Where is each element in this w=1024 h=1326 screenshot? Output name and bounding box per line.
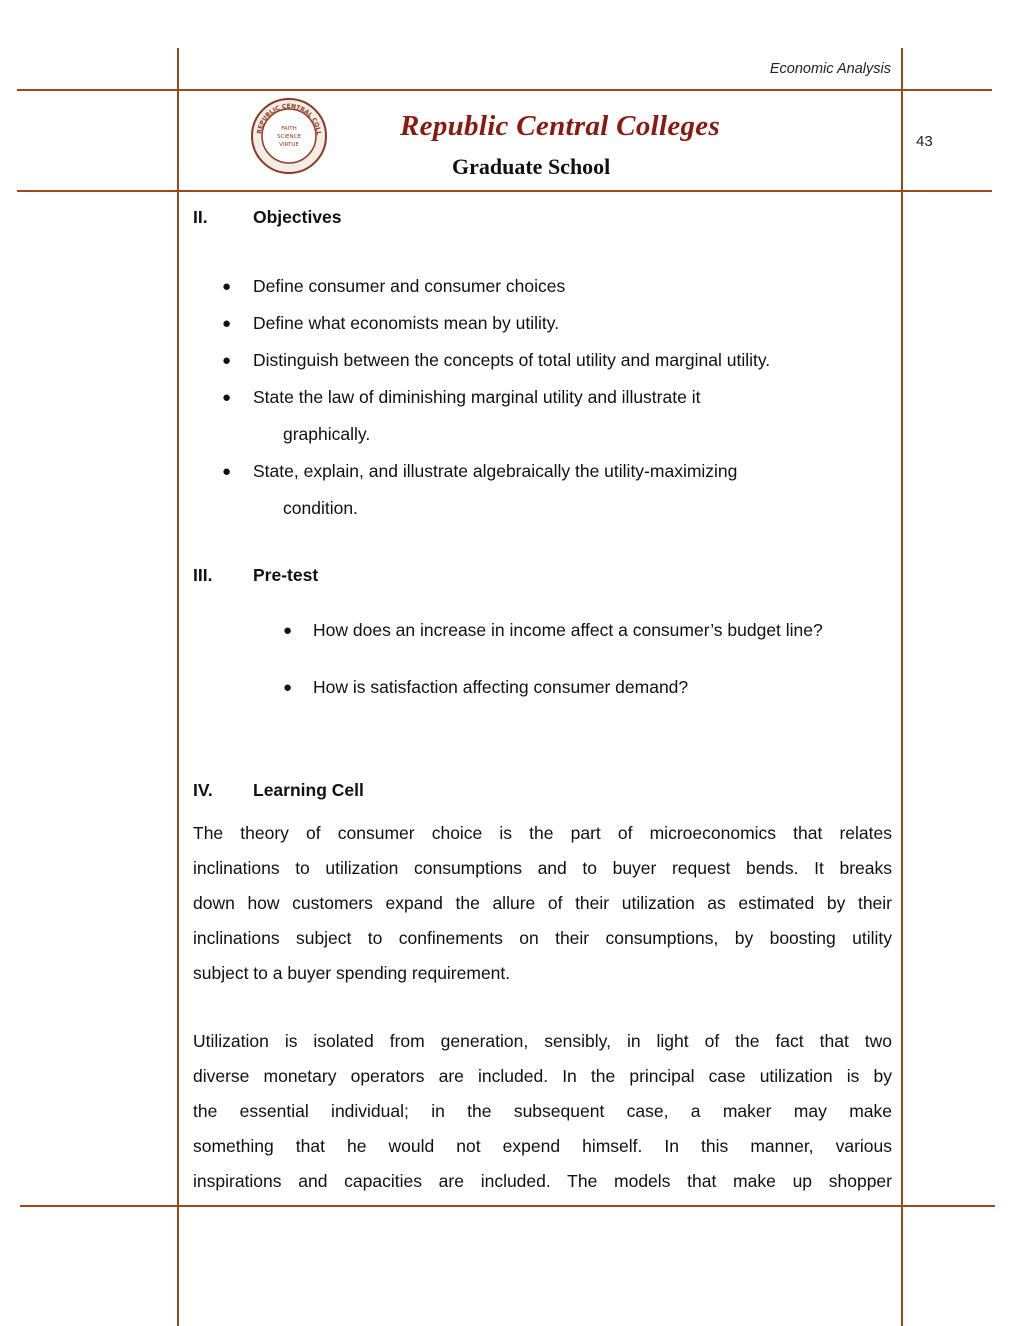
bullet-icon: ● (222, 278, 232, 295)
learning-cell-paragraph-1: The theory of consumer choice is the part of microeconomics that relates inclinations to utilization consumptions and to buyer request bends. It breaks down how customers expand the allure of their utilization as estimated by their inclinations subject to confinements on their consumptions, by boosting utility subject to a buyer spending requirement. (193, 823, 892, 983)
learning-cell-paragraph-2: Utilization is isolated from generation, sensibly, in light of the fact that two diverse monetary operators are included. In the principal case utilization is by the essential individual; in the subsequent case, a maker may make something that he would not expend himself. In this manner, various inspirations and capacities are included. The models that make up shopper (193, 1031, 892, 1191)
school-name: Graduate School (452, 154, 611, 179)
list-item: ● Define consumer and consumer choices (222, 268, 902, 305)
college-seal-icon (250, 97, 328, 175)
section-number-objectives: II. (193, 207, 208, 227)
bullet-icon: ● (222, 352, 232, 369)
list-item: ● State, explain, and illustrate algebraically the utility-maximizing condition. (222, 453, 902, 527)
bullet-icon: ● (283, 679, 293, 696)
bullet-icon: ● (283, 622, 293, 639)
bullet-icon: ● (222, 315, 232, 332)
section-title-pretest: Pre-test (253, 565, 319, 585)
svg-text:REPUBLIC CENTRAL COLLEGES: REPUBLIC CENTRAL COLL (256, 102, 323, 136)
list-item: ● State the law of diminishing marginal utility and illustrate it graphically. (222, 379, 902, 453)
footer-rule (20, 1205, 995, 1207)
header-rule-bottom (17, 190, 992, 192)
section-number-learning-cell: IV. (193, 780, 213, 800)
frame-line-right (901, 48, 903, 1326)
svg-text:FAITH: FAITH (281, 126, 297, 132)
page-number: 43 (916, 133, 933, 150)
institution-name: Republic Central Colleges (400, 110, 721, 142)
section-title-objectives: Objectives (253, 207, 342, 227)
running-title: Economic Analysis (769, 61, 891, 77)
objectives-list (222, 268, 902, 527)
bullet-icon: ● (222, 389, 232, 406)
list-item: ● How does an increase in income affect a consumer’s budget line? (283, 618, 892, 643)
header-rule-top (17, 89, 992, 91)
list-item: ● Distinguish between the concepts of total utility and marginal utility. (222, 342, 902, 379)
svg-text:SCIENCE: SCIENCE (277, 134, 301, 140)
pretest-list (283, 618, 892, 700)
list-item: ● Define what economists mean by utility. (222, 305, 902, 342)
bullet-icon: ● (222, 463, 232, 480)
frame-line-left (177, 48, 179, 1326)
section-title-learning-cell: Learning Cell (253, 780, 364, 800)
svg-text:VIRTUE: VIRTUE (279, 142, 299, 148)
section-number-pretest: III. (193, 565, 213, 585)
list-item: ● How is satisfaction affecting consumer demand? (283, 675, 892, 700)
